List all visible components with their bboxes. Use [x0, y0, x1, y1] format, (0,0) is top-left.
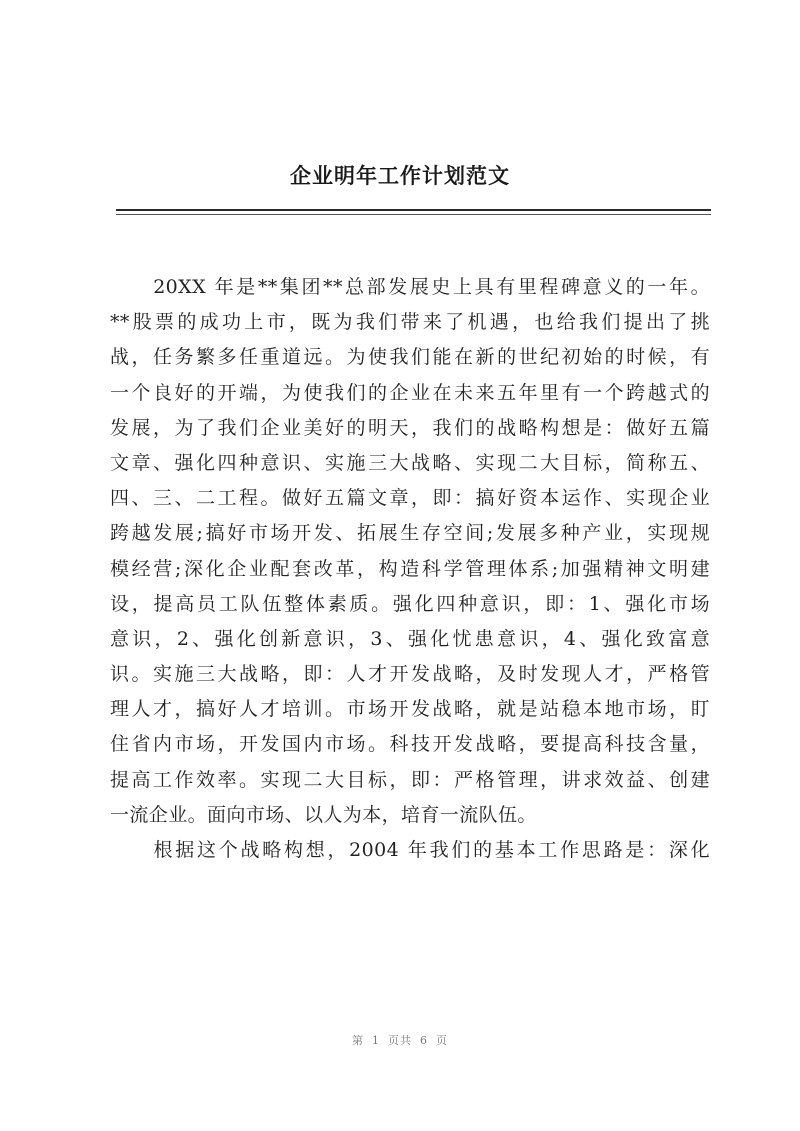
body-line: 住省内市场，开发国内市场。科技开发战略，要提高科技含量，	[110, 733, 710, 756]
body-line: 发展，为了我们企业美好的明天，我们的战略构想是：做好五篇	[110, 416, 710, 439]
body-line: 模经营;深化企业配套改革，构造科学管理体系;加强精神文明建	[110, 557, 710, 580]
body-line: 一个良好的开端，为使我们的企业在未来五年里有一个跨越式的	[110, 381, 710, 404]
body-line: 四、三、二工程。做好五篇文章，即：搞好资本运作、实现企业	[110, 487, 710, 510]
body-line: 识。实施三大战略，即：人才开发战略，及时发现人才，严格管	[110, 663, 710, 686]
footer-current-page: 1	[372, 1034, 380, 1047]
title-divider	[116, 209, 711, 211]
footer-total-pages: 6	[420, 1034, 428, 1047]
body-line: 理人才，搞好人才培训。市场开发战略，就是站稳本地市场，盯	[110, 698, 710, 721]
body-line: 意识，2、强化创新意识，3、强化忧患意识，4、强化致富意	[110, 627, 710, 650]
body-line: 文章、强化四种意识、实施三大战略、实现二大目标，简称五、	[110, 451, 710, 474]
body-line: 根据这个战略构想，2004 年我们的基本工作思路是：深化	[110, 839, 710, 861]
footer-prefix: 第	[352, 1034, 364, 1047]
body-line: 跨越发展;搞好市场开发、拓展生存空间;发展多种产业，实现规	[110, 522, 710, 545]
page-footer	[0, 1032, 800, 1048]
body-line: 20XX 年是**集团**总部发展史上具有里程碑意义的一年。	[110, 276, 710, 298]
body-line: **股票的成功上市，既为我们带来了机遇，也给我们提出了挑	[110, 311, 710, 334]
body-line: 战，任务繁多任重道远。为使我们能在新的世纪初始的时候，有	[110, 346, 710, 369]
footer-suffix: 页	[436, 1034, 448, 1047]
document-body	[110, 270, 710, 868]
body-line: 一流企业。面向市场、以人为本，培育一流队伍。	[110, 803, 537, 826]
footer-middle: 页共	[388, 1034, 412, 1047]
document-title: 企业明年工作计划范文	[290, 163, 510, 188]
body-line: 提高工作效率。实现二大目标，即：严格管理，讲求效益、创建	[110, 768, 710, 791]
body-line: 设，提高员工队伍整体素质。强化四种意识，即：1、强化市场	[110, 592, 710, 615]
title-divider-thin	[116, 214, 711, 215]
